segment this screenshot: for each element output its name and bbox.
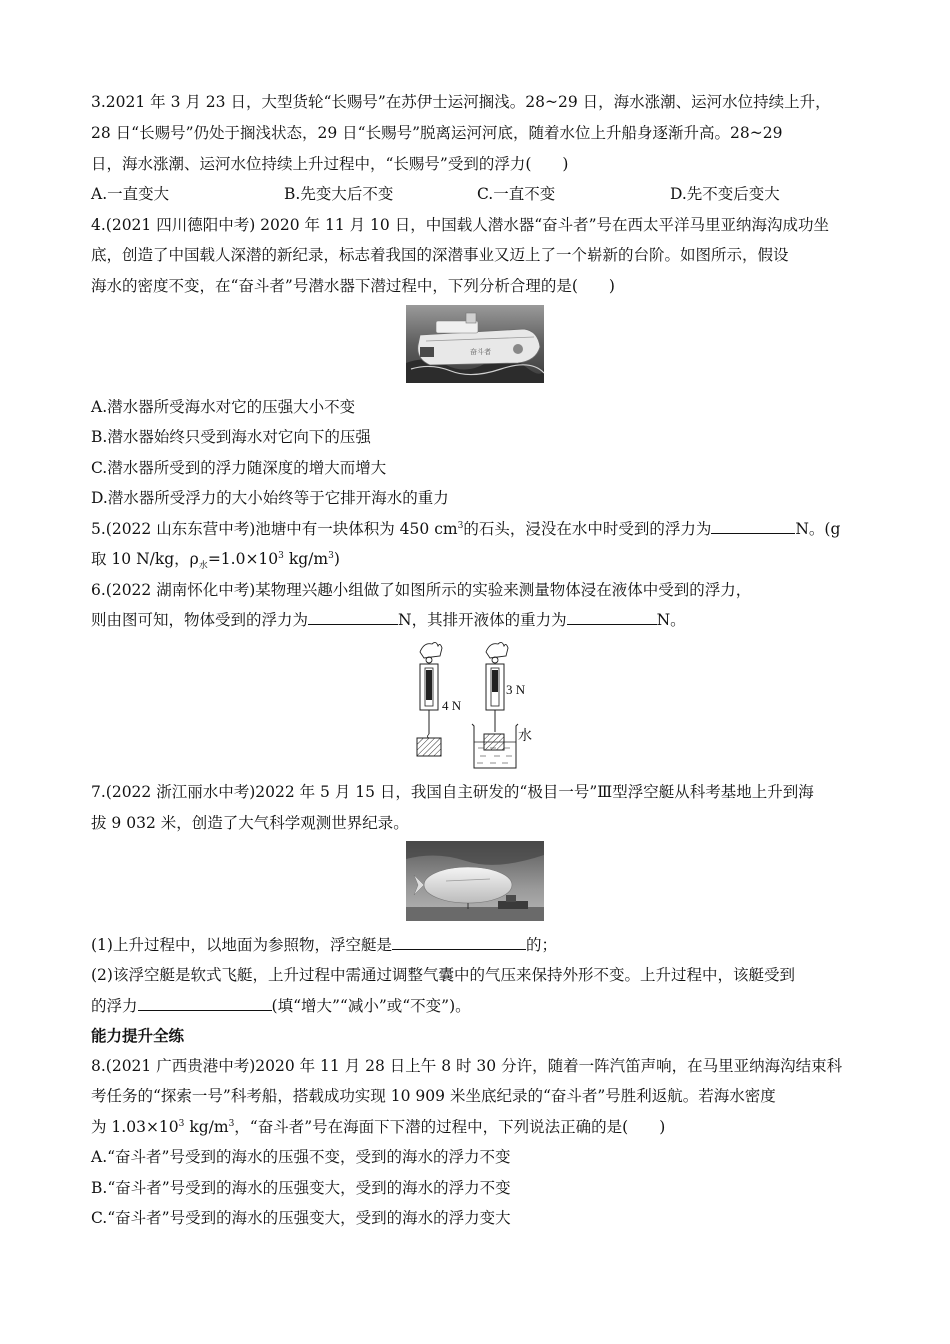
q6-text-b: N，其排开液体的重力为 (398, 611, 567, 629)
q8-exp-1: 3 (178, 1118, 185, 1129)
q5-given-b: =1.0×10 (207, 550, 279, 568)
q7-sub2-text-a: 的浮力 (91, 997, 138, 1015)
water-label: 水 (518, 729, 532, 744)
q7-sub2-text-b: (填“增大”“减小”或“不变”)。 (271, 997, 471, 1015)
q6-text-a: 则由图可知，物体受到的浮力为 (91, 611, 309, 629)
q7-sub1-text-b: 的； (525, 936, 557, 954)
q4-line-2: 底，创造了中国载人深潜的新纪录，标志着我国的深潜事业又迈上了一个崭新的台阶。如图所示，假设 (91, 246, 789, 264)
q4-option-c: C.潜水器所受到的浮力随深度的增大而增大 (91, 459, 387, 477)
q3-line-1: 3.2021 年 3 月 23 日，大型货轮“长赐号”在苏伊士运河搁浅。28~29 日，海水涨潮、运河水位持续上升， (91, 93, 831, 111)
q7-sub2-line-1: (2)该浮空艇是软式飞艇，上升过程中需通过调整气囊中的气压来保持外形不变。上升过程中，该艇受到 (91, 966, 795, 984)
q5-line-1 (91, 519, 840, 539)
q7-line-2: 拔 9 032 米，创造了大气科学观测世界纪录。 (91, 814, 409, 832)
q5-text-a: 5.(2022 山东东营中考)池塘中有一块体积为 450 cm (91, 520, 458, 538)
q5-given-exp-1: 3 (278, 550, 284, 561)
q7-sub1-blank[interactable] (392, 935, 526, 950)
q7-sub1-text-a: (1)上升过程中，以地面为参照物，浮空艇是 (91, 936, 392, 954)
q7-sub2-line-2 (91, 996, 471, 1016)
q4-option-b: B.潜水器始终只受到海水对它向下的压强 (91, 428, 371, 446)
q4-option-d: D.潜水器所受浮力的大小始终等于它排开海水的重力 (91, 489, 449, 507)
q7-sub1 (91, 935, 557, 955)
q8-exp-2: 3 (228, 1118, 235, 1129)
left-scale-reading: 4 N (442, 698, 462, 713)
q8-line-1: 8.(2021 广西贵港中考)2020 年 11 月 28 日上午 8 时 30 分许，随着一阵汽笛声响，在马里亚纳海沟结束科 (91, 1057, 843, 1075)
q6-line-1: 6.(2022 湖南怀化中考)某物理兴趣小组做了如图所示的实验来测量物体浸在液体中受到的浮力， (91, 581, 752, 599)
q8-text-c: ，“奋斗者”号在海面下下潜的过程中，下列说法正确的是( ) (234, 1118, 666, 1136)
q5-density-subscript: 水 (198, 561, 208, 572)
q8-line-3 (91, 1117, 665, 1137)
q5-text-b: 的石头，浸没在水中时受到的浮力为 (463, 520, 712, 538)
q5-given-exp-2: 3 (328, 550, 334, 561)
q8-option-c: C.“奋斗者”号受到的海水的压强变大，受到的海水的浮力变大 (91, 1209, 511, 1227)
q6-buoyancy-blank[interactable] (308, 610, 398, 625)
q5-text-c: N。(g (795, 520, 841, 538)
q6-text-c: N。 (656, 611, 686, 629)
q3-line-2: 28 日“长赐号”仍处于搁浅状态，29 日“长赐号”脱离运河河底，随着水位上升船身逐渐升高。28~29 (91, 124, 783, 142)
q7-sub2-blank[interactable] (138, 996, 272, 1011)
spring-scale-diagram (410, 638, 545, 774)
q5-line-2 (91, 549, 340, 572)
q5-given-c: kg/m (283, 550, 329, 568)
submersible-photo (406, 305, 544, 383)
q6-displaced-weight-blank[interactable] (567, 610, 657, 625)
right-scale-reading: 3 N (506, 682, 526, 697)
q5-given-a: 取 10 N/kg，ρ (91, 550, 199, 568)
q3-option-c: C.一直不变 (477, 185, 556, 203)
q5-answer-blank[interactable] (711, 519, 795, 534)
q3-option-d: D.先不变后变大 (670, 185, 780, 203)
q3-option-b: B.先变大后不变 (284, 185, 394, 203)
q4-line-1: 4.(2021 四川德阳中考) 2020 年 11 月 10 日，中国载人潜水器“奋斗者”号在西太平洋马里亚纳海沟成功坐 (91, 216, 830, 234)
q6-line-2 (91, 610, 686, 630)
q8-text-b: kg/m (184, 1118, 229, 1136)
q3-option-a: A.一直变大 (91, 185, 170, 203)
q8-option-b: B.“奋斗者”号受到的海水的压强变大，受到的海水的浮力不变 (91, 1179, 511, 1197)
q4-line-3: 海水的密度不变，在“奋斗者”号潜水器下潜过程中，下列分析合理的是( ) (91, 277, 615, 295)
q4-option-a: A.潜水器所受海水对它的压强大小不变 (91, 398, 356, 416)
q5-given-d: ) (333, 550, 340, 568)
airship-photo (406, 841, 544, 921)
q8-option-a: A.“奋斗者”号受到的海水的压强不变，受到的海水的浮力不变 (91, 1148, 511, 1166)
section-title: 能力提升全练 (91, 1026, 185, 1045)
q7-line-1: 7.(2022 浙江丽水中考)2022 年 5 月 15 日，我国自主研发的“极目一号”Ⅲ型浮空艇从科考基地上升到海 (91, 783, 814, 801)
q3-line-3: 日，海水涨潮、运河水位持续上升过程中，“长赐号”受到的浮力( ) (91, 155, 569, 173)
q8-line-2: 考任务的“探索一号”科考船，搭载成功实现 10 909 米坐底纪录的“奋斗者”号胜利返航。若海水密度 (91, 1087, 776, 1105)
q5-exponent: 3 (457, 520, 464, 531)
q8-text-a: 为 1.03×10 (91, 1118, 179, 1136)
submersible-hull-text: 奋斗者 (470, 348, 491, 356)
